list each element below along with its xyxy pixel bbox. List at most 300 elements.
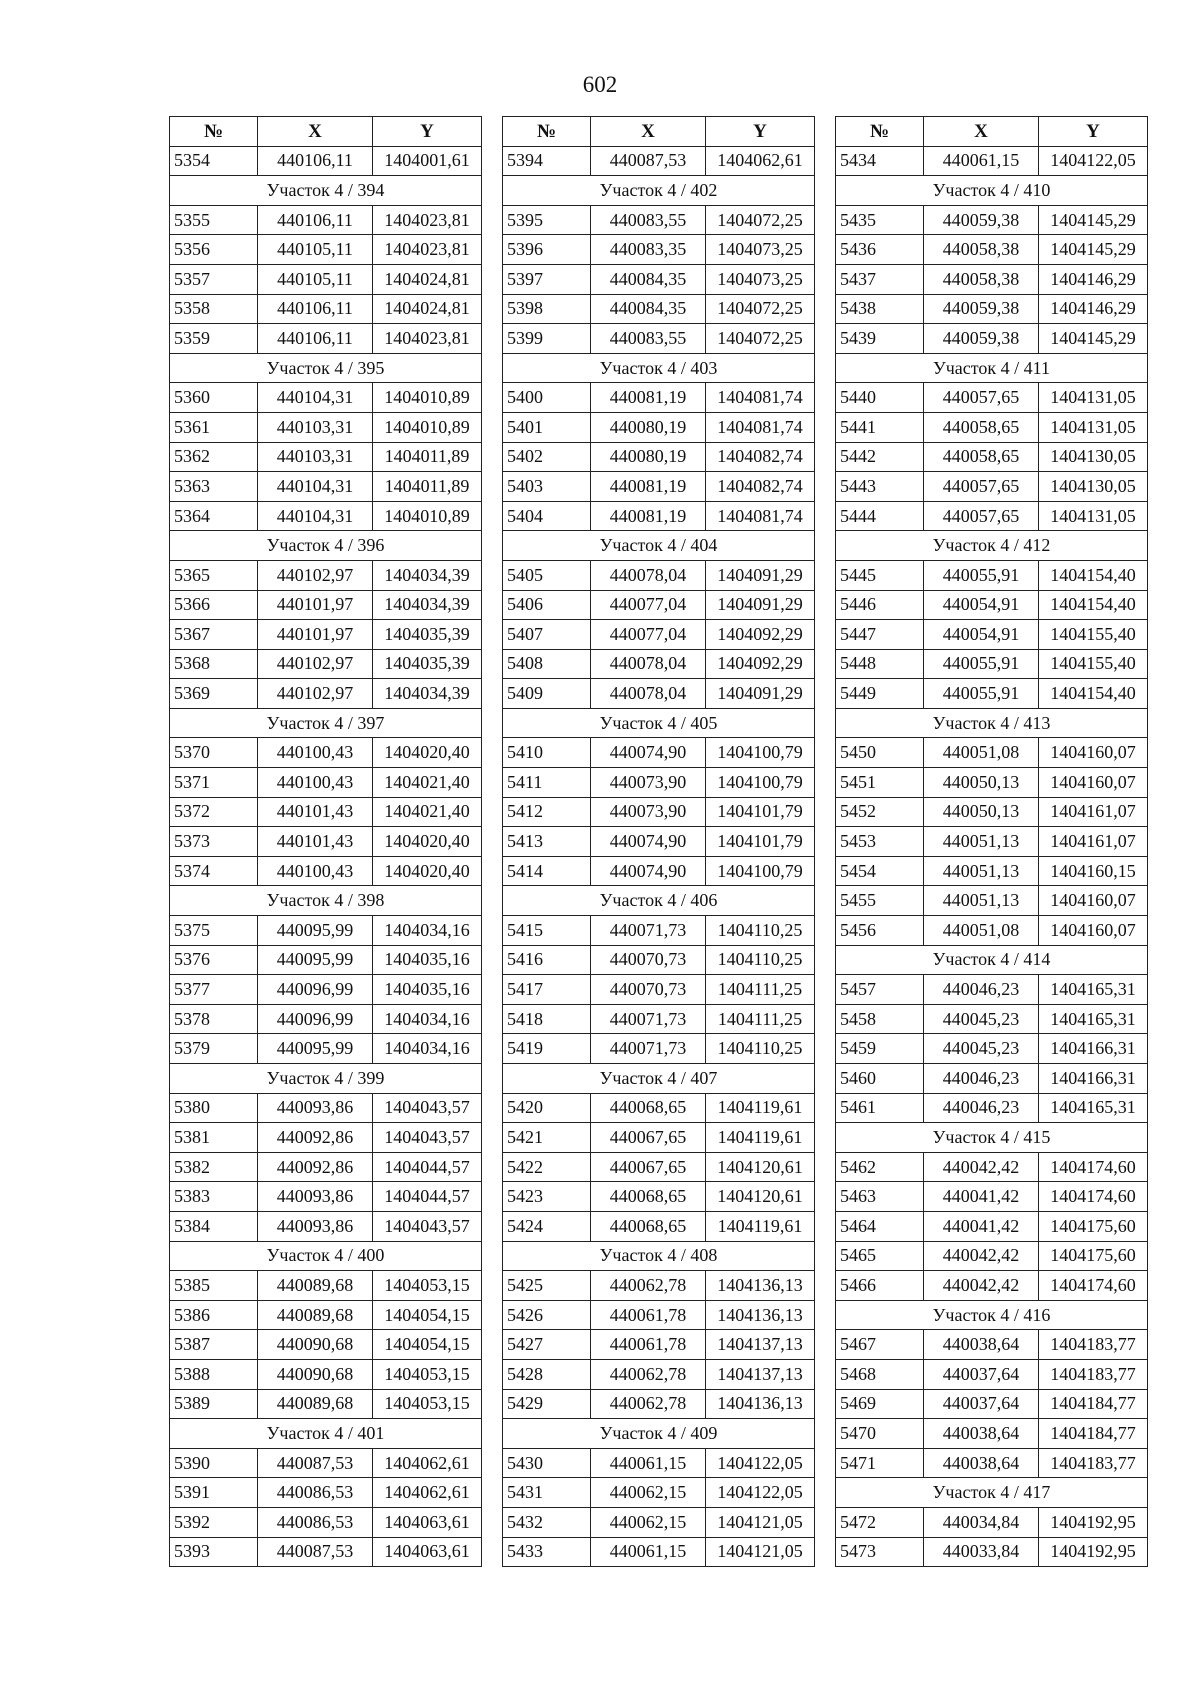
x-value: 440102,97: [258, 560, 373, 590]
section-title: Участок 4 / 394: [170, 176, 482, 206]
y-value: 1404101,79: [706, 827, 815, 857]
point-number: 5429: [503, 1389, 591, 1419]
table-row: [836, 1507, 1148, 1537]
table-row: [836, 856, 1148, 886]
y-value: 1404161,07: [1039, 827, 1148, 857]
y-value: 1404092,29: [706, 649, 815, 679]
table-row: [170, 1093, 482, 1123]
section-title: Участок 4 / 399: [170, 1064, 482, 1094]
point-number: 5427: [503, 1330, 591, 1360]
section-title: Участок 4 / 404: [503, 531, 815, 561]
table-row: [503, 590, 815, 620]
section-title: Участок 4 / 414: [836, 945, 1148, 975]
table-row: [836, 294, 1148, 324]
point-number: 5368: [170, 649, 258, 679]
point-number: 5434: [836, 146, 924, 176]
x-value: 440081,19: [591, 383, 706, 413]
table-row: [836, 649, 1148, 679]
y-value: 1404043,57: [373, 1093, 482, 1123]
section-title: Участок 4 / 406: [503, 886, 815, 916]
y-value: 1404122,05: [706, 1478, 815, 1508]
header-x: X: [258, 117, 373, 147]
x-value: 440090,68: [258, 1330, 373, 1360]
table-row: [503, 1034, 815, 1064]
point-number: 5417: [503, 975, 591, 1005]
table-row: [503, 560, 815, 590]
x-value: 440083,55: [591, 324, 706, 354]
y-value: 1404100,79: [706, 738, 815, 768]
table-row: [836, 146, 1148, 176]
table-row: [836, 264, 1148, 294]
x-value: 440101,43: [258, 827, 373, 857]
y-value: 1404111,25: [706, 1004, 815, 1034]
section-row: [170, 531, 482, 561]
point-number: 5374: [170, 856, 258, 886]
point-number: 5460: [836, 1064, 924, 1094]
y-value: 1404034,39: [373, 560, 482, 590]
table-row: [503, 649, 815, 679]
section-row: [836, 531, 1148, 561]
point-number: 5401: [503, 412, 591, 442]
table-header-row: [170, 117, 482, 147]
point-number: 5455: [836, 886, 924, 916]
x-value: 440083,35: [591, 235, 706, 265]
table-row: [170, 1330, 482, 1360]
y-value: 1404020,40: [373, 738, 482, 768]
section-title: Участок 4 / 410: [836, 176, 1148, 206]
y-value: 1404023,81: [373, 235, 482, 265]
point-number: 5472: [836, 1507, 924, 1537]
x-value: 440073,90: [591, 768, 706, 798]
point-number: 5394: [503, 146, 591, 176]
table-row: [503, 679, 815, 709]
x-value: 440054,91: [924, 590, 1039, 620]
table-row: [170, 649, 482, 679]
x-value: 440070,73: [591, 975, 706, 1005]
x-value: 440087,53: [258, 1448, 373, 1478]
table-header-row: [836, 117, 1148, 147]
table-row: [836, 235, 1148, 265]
point-number: 5470: [836, 1419, 924, 1449]
y-value: 1404011,89: [373, 472, 482, 502]
table-row: [503, 324, 815, 354]
y-value: 1404021,40: [373, 797, 482, 827]
table-row: [503, 975, 815, 1005]
y-value: 1404110,25: [706, 1034, 815, 1064]
table-row: [836, 205, 1148, 235]
x-value: 440096,99: [258, 975, 373, 1005]
point-number: 5396: [503, 235, 591, 265]
table-row: [503, 1152, 815, 1182]
y-value: 1404136,13: [706, 1271, 815, 1301]
y-value: 1404174,60: [1039, 1271, 1148, 1301]
table-row: [170, 1478, 482, 1508]
table-row: [503, 501, 815, 531]
x-value: 440078,04: [591, 560, 706, 590]
point-number: 5408: [503, 649, 591, 679]
point-number: 5468: [836, 1359, 924, 1389]
table-row: [170, 975, 482, 1005]
section-row: [836, 176, 1148, 206]
table-row: [170, 1211, 482, 1241]
header-y: Y: [706, 117, 815, 147]
y-value: 1404091,29: [706, 590, 815, 620]
x-value: 440105,11: [258, 235, 373, 265]
x-value: 440093,86: [258, 1093, 373, 1123]
table-row: [503, 1004, 815, 1034]
point-number: 5422: [503, 1152, 591, 1182]
table-row: [503, 264, 815, 294]
section-row: [836, 353, 1148, 383]
point-number: 5442: [836, 442, 924, 472]
x-value: 440046,23: [924, 975, 1039, 1005]
y-value: 1404010,89: [373, 412, 482, 442]
table-row: [836, 620, 1148, 650]
point-number: 5361: [170, 412, 258, 442]
table-row: [836, 1389, 1148, 1419]
y-value: 1404175,60: [1039, 1241, 1148, 1271]
point-number: 5473: [836, 1537, 924, 1567]
table-row: [170, 1271, 482, 1301]
table-row: [503, 738, 815, 768]
x-value: 440096,99: [258, 1004, 373, 1034]
y-value: 1404044,57: [373, 1152, 482, 1182]
table-row: [170, 1448, 482, 1478]
y-value: 1404160,07: [1039, 886, 1148, 916]
point-number: 5431: [503, 1478, 591, 1508]
section-row: [503, 531, 815, 561]
table-row: [836, 1093, 1148, 1123]
x-value: 440090,68: [258, 1359, 373, 1389]
table-row: [503, 383, 815, 413]
y-value: 1404119,61: [706, 1093, 815, 1123]
point-number: 5407: [503, 620, 591, 650]
table-row: [170, 264, 482, 294]
section-title: Участок 4 / 415: [836, 1123, 1148, 1153]
table-row: [503, 797, 815, 827]
y-value: 1404020,40: [373, 827, 482, 857]
x-value: 440057,65: [924, 383, 1039, 413]
point-number: 5469: [836, 1389, 924, 1419]
x-value: 440058,65: [924, 412, 1039, 442]
table-row: [836, 590, 1148, 620]
y-value: 1404011,89: [373, 442, 482, 472]
section-row: [836, 1478, 1148, 1508]
point-number: 5415: [503, 916, 591, 946]
point-number: 5448: [836, 649, 924, 679]
point-number: 5372: [170, 797, 258, 827]
section-row: [170, 176, 482, 206]
section-title: Участок 4 / 411: [836, 353, 1148, 383]
y-value: 1404160,07: [1039, 768, 1148, 798]
section-row: [503, 1419, 815, 1449]
x-value: 440078,04: [591, 649, 706, 679]
x-value: 440077,04: [591, 620, 706, 650]
x-value: 440086,53: [258, 1507, 373, 1537]
table-row: [503, 1123, 815, 1153]
table-row: [503, 472, 815, 502]
x-value: 440061,15: [591, 1537, 706, 1567]
table-row: [170, 797, 482, 827]
y-value: 1404024,81: [373, 294, 482, 324]
table-row: [503, 146, 815, 176]
y-value: 1404136,13: [706, 1300, 815, 1330]
y-value: 1404091,29: [706, 679, 815, 709]
y-value: 1404081,74: [706, 412, 815, 442]
x-value: 440103,31: [258, 442, 373, 472]
y-value: 1404010,89: [373, 501, 482, 531]
y-value: 1404131,05: [1039, 412, 1148, 442]
point-number: 5381: [170, 1123, 258, 1153]
header-y: Y: [1039, 117, 1148, 147]
x-value: 440087,53: [258, 1537, 373, 1567]
table-row: [170, 679, 482, 709]
x-value: 440038,64: [924, 1448, 1039, 1478]
point-number: 5432: [503, 1507, 591, 1537]
table-row: [836, 679, 1148, 709]
y-value: 1404121,05: [706, 1537, 815, 1567]
table-row: [836, 1241, 1148, 1271]
point-number: 5355: [170, 205, 258, 235]
x-value: 440068,65: [591, 1211, 706, 1241]
x-value: 440089,68: [258, 1300, 373, 1330]
point-number: 5463: [836, 1182, 924, 1212]
y-value: 1404154,40: [1039, 679, 1148, 709]
y-value: 1404024,81: [373, 264, 482, 294]
coordinates-table-1: [169, 116, 482, 1567]
y-value: 1404034,16: [373, 916, 482, 946]
x-value: 440058,38: [924, 235, 1039, 265]
table-row: [836, 1182, 1148, 1212]
y-value: 1404111,25: [706, 975, 815, 1005]
point-number: 5416: [503, 945, 591, 975]
table-row: [170, 1300, 482, 1330]
point-number: 5464: [836, 1211, 924, 1241]
y-value: 1404035,16: [373, 945, 482, 975]
y-value: 1404160,07: [1039, 916, 1148, 946]
point-number: 5404: [503, 501, 591, 531]
table-row: [503, 1300, 815, 1330]
section-row: [170, 1241, 482, 1271]
x-value: 440062,78: [591, 1389, 706, 1419]
x-value: 440057,65: [924, 501, 1039, 531]
y-value: 1404120,61: [706, 1182, 815, 1212]
y-value: 1404165,31: [1039, 975, 1148, 1005]
point-number: 5354: [170, 146, 258, 176]
point-number: 5423: [503, 1182, 591, 1212]
x-value: 440100,43: [258, 768, 373, 798]
x-value: 440104,31: [258, 501, 373, 531]
section-row: [503, 1241, 815, 1271]
table-row: [503, 856, 815, 886]
y-value: 1404146,29: [1039, 294, 1148, 324]
y-value: 1404081,74: [706, 383, 815, 413]
point-number: 5363: [170, 472, 258, 502]
x-value: 440034,84: [924, 1507, 1039, 1537]
x-value: 440101,97: [258, 620, 373, 650]
y-value: 1404035,16: [373, 975, 482, 1005]
x-value: 440051,13: [924, 886, 1039, 916]
x-value: 440042,42: [924, 1241, 1039, 1271]
x-value: 440081,19: [591, 501, 706, 531]
section-title: Участок 4 / 409: [503, 1419, 815, 1449]
point-number: 5471: [836, 1448, 924, 1478]
table-row: [503, 1448, 815, 1478]
y-value: 1404145,29: [1039, 205, 1148, 235]
y-value: 1404053,15: [373, 1389, 482, 1419]
table-header-row: [503, 117, 815, 147]
table-row: [170, 945, 482, 975]
x-value: 440038,64: [924, 1419, 1039, 1449]
x-value: 440041,42: [924, 1211, 1039, 1241]
point-number: 5424: [503, 1211, 591, 1241]
table-row: [170, 738, 482, 768]
point-number: 5383: [170, 1182, 258, 1212]
point-number: 5395: [503, 205, 591, 235]
point-number: 5385: [170, 1271, 258, 1301]
point-number: 5443: [836, 472, 924, 502]
point-number: 5440: [836, 383, 924, 413]
y-value: 1404010,89: [373, 383, 482, 413]
y-value: 1404062,61: [373, 1478, 482, 1508]
y-value: 1404137,13: [706, 1359, 815, 1389]
table-row: [836, 1211, 1148, 1241]
x-value: 440106,11: [258, 294, 373, 324]
y-value: 1404155,40: [1039, 649, 1148, 679]
table-row: [170, 1123, 482, 1153]
x-value: 440092,86: [258, 1152, 373, 1182]
y-value: 1404160,07: [1039, 738, 1148, 768]
header-number: №: [503, 117, 591, 147]
x-value: 440062,78: [591, 1271, 706, 1301]
x-value: 440071,73: [591, 916, 706, 946]
header-x: X: [924, 117, 1039, 147]
x-value: 440057,65: [924, 472, 1039, 502]
x-value: 440092,86: [258, 1123, 373, 1153]
point-number: 5426: [503, 1300, 591, 1330]
point-number: 5445: [836, 560, 924, 590]
point-number: 5392: [170, 1507, 258, 1537]
x-value: 440038,64: [924, 1330, 1039, 1360]
point-number: 5428: [503, 1359, 591, 1389]
x-value: 440080,19: [591, 442, 706, 472]
y-value: 1404021,40: [373, 768, 482, 798]
point-number: 5435: [836, 205, 924, 235]
table-row: [836, 1359, 1148, 1389]
y-value: 1404100,79: [706, 856, 815, 886]
y-value: 1404122,05: [706, 1448, 815, 1478]
x-value: 440070,73: [591, 945, 706, 975]
section-row: [170, 708, 482, 738]
table-row: [170, 412, 482, 442]
table-row: [503, 1093, 815, 1123]
point-number: 5456: [836, 916, 924, 946]
point-number: 5364: [170, 501, 258, 531]
y-value: 1404110,25: [706, 916, 815, 946]
table-row: [170, 560, 482, 590]
x-value: 440084,35: [591, 264, 706, 294]
y-value: 1404183,77: [1039, 1448, 1148, 1478]
y-value: 1404100,79: [706, 768, 815, 798]
y-value: 1404062,61: [373, 1448, 482, 1478]
y-value: 1404020,40: [373, 856, 482, 886]
y-value: 1404063,61: [373, 1537, 482, 1567]
x-value: 440062,78: [591, 1359, 706, 1389]
x-value: 440093,86: [258, 1211, 373, 1241]
y-value: 1404154,40: [1039, 590, 1148, 620]
y-value: 1404044,57: [373, 1182, 482, 1212]
table-row: [170, 590, 482, 620]
section-row: [503, 708, 815, 738]
point-number: 5379: [170, 1034, 258, 1064]
section-title: Участок 4 / 408: [503, 1241, 815, 1271]
y-value: 1404062,61: [706, 146, 815, 176]
point-number: 5452: [836, 797, 924, 827]
table-row: [836, 797, 1148, 827]
point-number: 5398: [503, 294, 591, 324]
table-row: [836, 324, 1148, 354]
point-number: 5366: [170, 590, 258, 620]
table-row: [170, 1389, 482, 1419]
y-value: 1404082,74: [706, 472, 815, 502]
table-row: [503, 294, 815, 324]
x-value: 440102,97: [258, 679, 373, 709]
point-number: 5439: [836, 324, 924, 354]
x-value: 440062,15: [591, 1507, 706, 1537]
x-value: 440077,04: [591, 590, 706, 620]
point-number: 5441: [836, 412, 924, 442]
point-number: 5378: [170, 1004, 258, 1034]
point-number: 5467: [836, 1330, 924, 1360]
point-number: 5413: [503, 827, 591, 857]
y-value: 1404043,57: [373, 1211, 482, 1241]
x-value: 440104,31: [258, 472, 373, 502]
x-value: 440105,11: [258, 264, 373, 294]
y-value: 1404034,16: [373, 1004, 482, 1034]
x-value: 440089,68: [258, 1271, 373, 1301]
point-number: 5447: [836, 620, 924, 650]
y-value: 1404043,57: [373, 1123, 482, 1153]
x-value: 440055,91: [924, 679, 1039, 709]
y-value: 1404023,81: [373, 324, 482, 354]
y-value: 1404122,05: [1039, 146, 1148, 176]
x-value: 440068,65: [591, 1093, 706, 1123]
table-row: [836, 383, 1148, 413]
point-number: 5451: [836, 768, 924, 798]
point-number: 5425: [503, 1271, 591, 1301]
y-value: 1404092,29: [706, 620, 815, 650]
page-number: 602: [582, 72, 618, 97]
y-value: 1404082,74: [706, 442, 815, 472]
point-number: 5433: [503, 1537, 591, 1567]
point-number: 5457: [836, 975, 924, 1005]
point-number: 5411: [503, 768, 591, 798]
section-title: Участок 4 / 405: [503, 708, 815, 738]
x-value: 440100,43: [258, 738, 373, 768]
y-value: 1404175,60: [1039, 1211, 1148, 1241]
section-row: [503, 886, 815, 916]
x-value: 440046,23: [924, 1093, 1039, 1123]
y-value: 1404183,77: [1039, 1330, 1148, 1360]
section-title: Участок 4 / 395: [170, 353, 482, 383]
x-value: 440059,38: [924, 324, 1039, 354]
table-row: [503, 1389, 815, 1419]
x-value: 440073,90: [591, 797, 706, 827]
table-row: [836, 560, 1148, 590]
table-row: [503, 1271, 815, 1301]
y-value: 1404072,25: [706, 294, 815, 324]
header-number: №: [170, 117, 258, 147]
